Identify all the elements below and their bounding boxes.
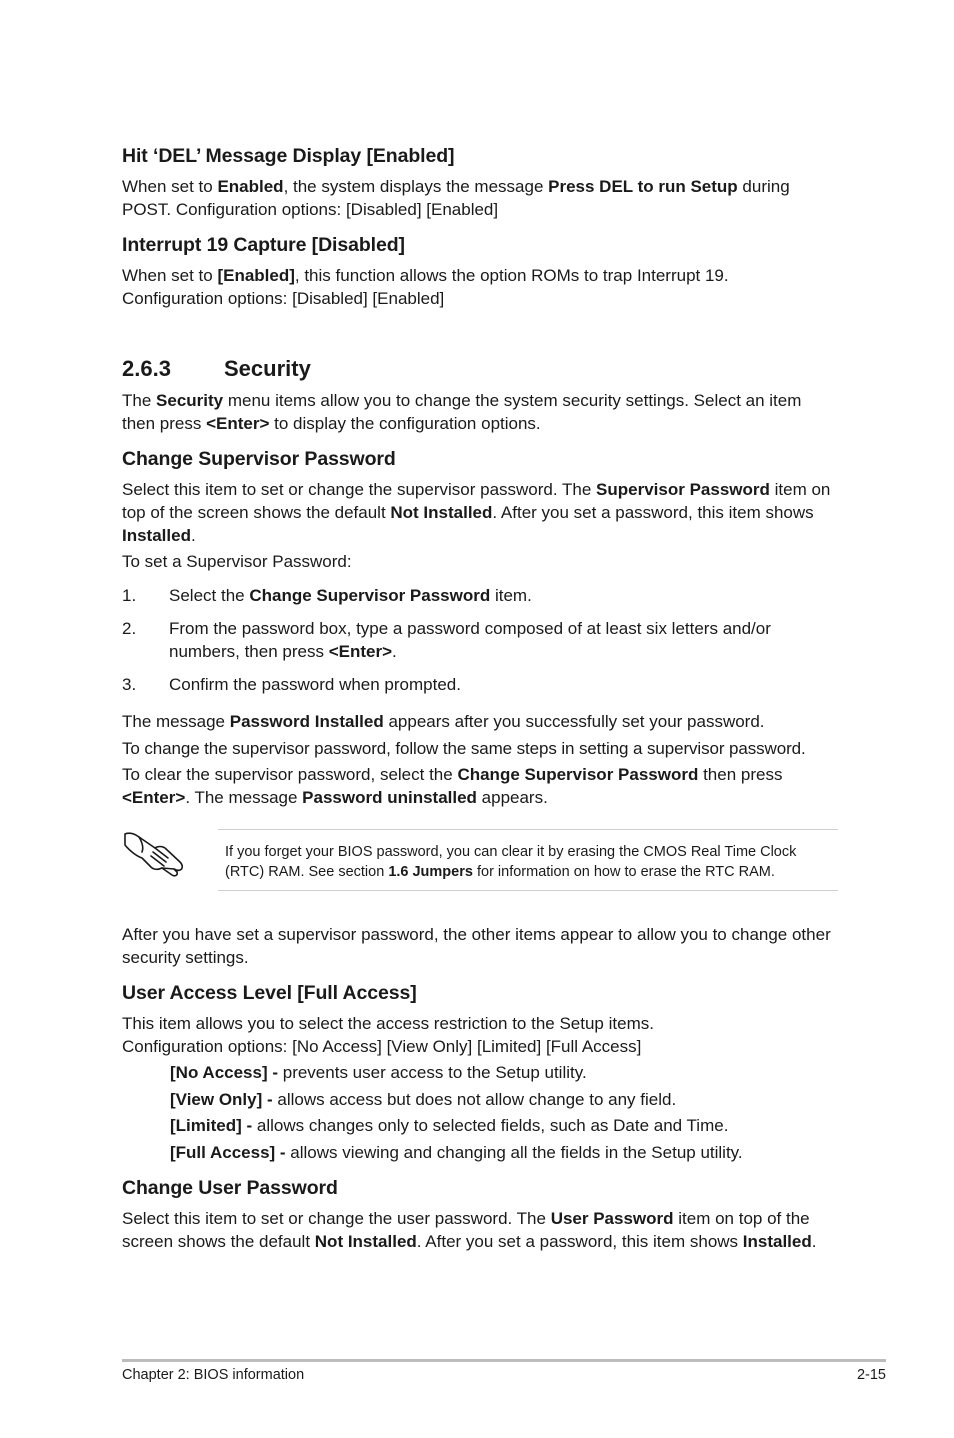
note-text: If you forget your BIOS password, you can clear it by erasing the CMOS Real Time Clock (RTC) RAM. See section 1.6 Jumpers for information on how to erase the RTC RAM. <box>225 844 797 880</box>
hit-del-heading: Hit ‘DEL’ Message Display [Enabled] <box>122 145 455 167</box>
section-number: 2.6.3 <box>122 356 171 381</box>
interrupt19-description: When set to [Enabled], this function allows the option ROMs to trap Interrupt 19. Configuration options: [Disabled] [Enabled] <box>122 266 729 308</box>
option-full-access: [Full Access] - allows viewing and changing all the fields in the Setup utility. <box>170 1143 743 1162</box>
pointing-hand-icon <box>122 828 186 878</box>
clear-supervisor-instructions: To clear the supervisor password, select the Change Supervisor Password then press <Enter>. The message Password uninstalled appears. <box>122 765 783 807</box>
to-set-supervisor: To set a Supervisor Password: <box>122 552 352 571</box>
interrupt19-heading: Interrupt 19 Capture [Disabled] <box>122 234 405 256</box>
footer-page-number: 2-15 <box>856 1367 886 1383</box>
password-installed-message: The message Password Installed appears after you successfully set your password. <box>122 712 765 731</box>
footer-divider <box>122 1359 886 1362</box>
option-limited: [Limited] - allows changes only to selected fields, such as Date and Time. <box>170 1116 729 1135</box>
step-number: 1. <box>122 586 137 605</box>
after-supervisor-text: After you have set a supervisor password, the other items appear to allow you to change other security settings. <box>122 925 831 967</box>
note-box <box>218 829 838 891</box>
step-2 <box>122 617 838 663</box>
option-no-access: [No Access] - prevents user access to the Setup utility. <box>170 1063 587 1082</box>
hit-del-description: When set to Enabled, the system displays the message Press DEL to run Setup during POST. Configuration options: [Disabled] [Enabled] <box>122 177 790 219</box>
step-text: Select the Change Supervisor Password item. <box>169 586 532 605</box>
step-text: From the password box, type a password composed of at least six letters and/or numbers, then press <Enter>. <box>169 619 771 661</box>
user-password-description: Select this item to set or change the user password. The User Password item on top of the screen shows the default Not Installed. After you set a password, this item shows Installed. <box>122 1209 817 1251</box>
step-number: 2. <box>122 619 137 638</box>
section-name: Security <box>224 356 311 381</box>
footer-chapter: Chapter 2: BIOS information <box>122 1367 305 1383</box>
change-supervisor-instructions: To change the supervisor password, follow the same steps in setting a supervisor password. <box>122 739 806 758</box>
user-password-heading: Change User Password <box>122 1177 338 1199</box>
security-intro: The Security menu items allow you to change the system security settings. Select an item then press <Enter> to display the configuration options. <box>122 391 802 433</box>
user-access-heading: User Access Level [Full Access] <box>122 982 417 1004</box>
supervisor-description: Select this item to set or change the supervisor password. The Supervisor Password item on top of the screen shows the default Not Installed. After you set a password, this item shows Installed. <box>122 480 831 545</box>
step-3 <box>122 673 838 696</box>
section-title <box>122 356 311 382</box>
step-text: Confirm the password when prompted. <box>169 675 461 694</box>
step-number: 3. <box>122 675 137 694</box>
option-view-only: [View Only] - allows access but does not allow change to any field. <box>170 1090 677 1109</box>
step-1 <box>122 584 838 607</box>
supervisor-heading: Change Supervisor Password <box>122 448 396 470</box>
user-access-description: This item allows you to select the access restriction to the Setup items. Configuration options: [No Access] [View Only] [Limited] [Full Access] <box>122 1014 654 1056</box>
